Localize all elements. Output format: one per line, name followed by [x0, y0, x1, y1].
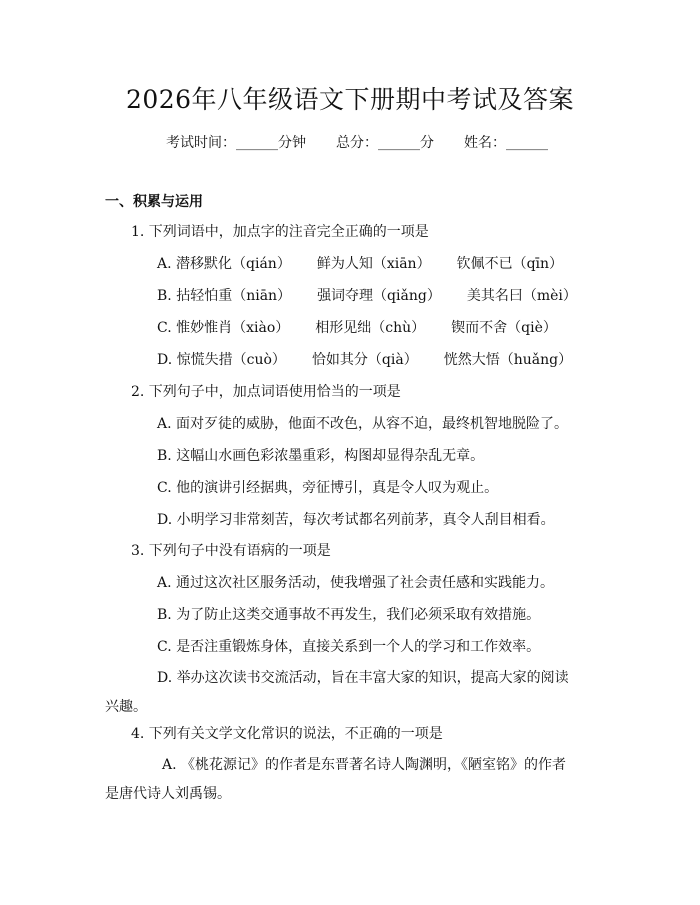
q3-option-c: C. 是否注重锻炼身体，直接关系到一个人的学习和工作效率。 [157, 639, 541, 655]
question-3: 3. 下列句子中没有语病的一项是 [131, 543, 331, 559]
exam-time-field: 考试时间：______分钟 [166, 135, 306, 151]
question-2: 2. 下列句子中，加点词语使用恰当的一项是 [131, 384, 401, 400]
q1-option-c: C. 惟妙惟肖（xiào） 相形见绌（chù） 锲而不舍（qiè） [157, 320, 557, 336]
q2-option-b: B. 这幅山水画色彩浓墨重彩，构图却显得杂乱无章。 [157, 448, 485, 464]
q1-option-d: D. 惊慌失措（cuò） 恰如其分（qià） 恍然大悟（huǎng） [157, 352, 573, 368]
q2-option-c: C. 他的演讲引经据典，旁征博引，真是令人叹为观止。 [157, 480, 499, 496]
q1-option-b: B. 拈轻怕重（niān） 强词夺理（qiǎng） 美其名曰（mèi） [157, 288, 577, 304]
q1-option-a: A. 潜移默化（qián） 鲜为人知（xiān） 钦佩不已（qīn） [157, 256, 564, 272]
q3-option-d: D. 举办这次读书交流活动，旨在丰富大家的知识，提高大家的阅读兴趣。 [105, 670, 569, 715]
section-heading: 一、积累与运用 [105, 194, 203, 210]
page-title: 2026年八年级语文下册期中考试及答案 [125, 85, 575, 114]
q4-option-a: A. 《桃花源记》的作者是东晋著名诗人陶渊明，《陋室铭》的作者是唐代诗人刘禹锡。 [105, 757, 567, 802]
q2-option-a: A. 面对歹徒的威胁，他面不改色，从容不迫，最终机智地脱险了。 [157, 416, 569, 432]
q3-option-b: B. 为了防止这类交通事故不再发生，我们必须采取有效措施。 [157, 607, 541, 623]
question-4: 4. 下列有关文学文化常识的说法，不正确的一项是 [131, 726, 443, 742]
name-field: 姓名：______ [464, 135, 548, 151]
exam-info [166, 133, 548, 153]
total-score-field: 总分：______分 [336, 135, 434, 151]
question-1: 1. 下列词语中，加点字的注音完全正确的一项是 [131, 224, 429, 240]
q2-option-d: D. 小明学习非常刻苦，每次考试都名列前茅，真令人刮目相看。 [157, 512, 555, 528]
q3-option-a: A. 通过这次社区服务活动，使我增强了社会责任感和实践能力。 [157, 575, 555, 591]
